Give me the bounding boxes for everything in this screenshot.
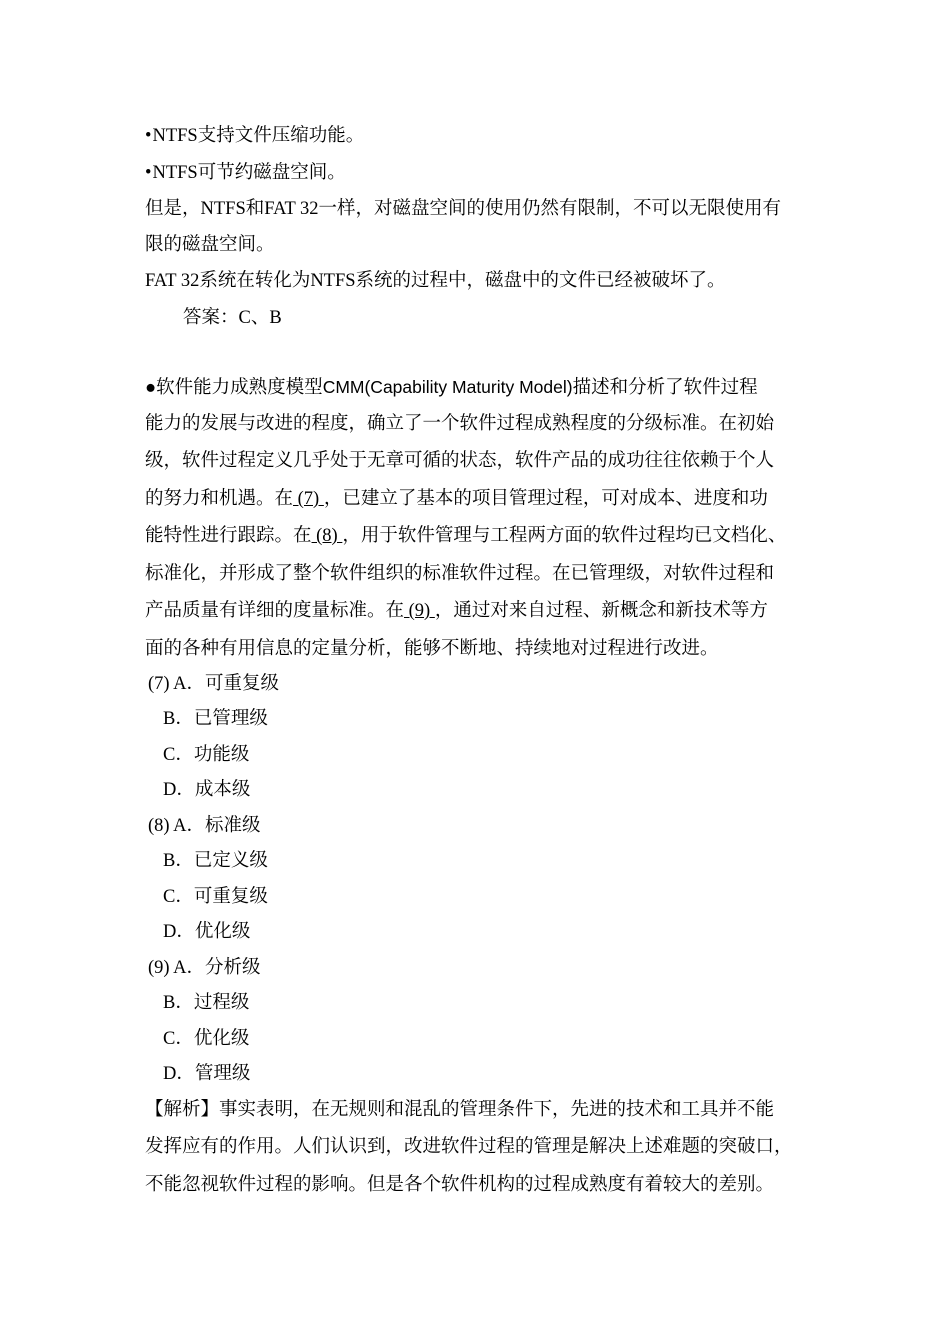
paragraph-line: 但是，NTFS和FAT 32一样，对磁盘空间的使用仍然有限制，不可以无限使用有 [145,199,782,219]
blank-9: (9) [404,601,435,621]
question-line: 面的各种有用信息的定量分析，能够不断地、持续地对过程进行改进。 [145,639,719,659]
blank-8: (8) [311,526,343,546]
bullet-dot: • [145,126,152,146]
option-q8-d: D．优化级 [163,922,251,942]
option-q9-c: C．优化级 [163,1029,250,1049]
analysis-line: 【解析】事实表明，在无规则和混乱的管理条件下，先进的技术和工具并不能 [145,1100,775,1120]
question-line: 能特性进行跟踪。在 (8) ，用于软件管理与工程两方面的软件过程均已文档化、 [145,526,787,546]
paragraph-line: FAT 32系统在转化为NTFS系统的过程中，磁盘中的文件已经被破坏了。 [145,271,726,291]
blank-7: (7) [293,489,324,509]
question-line: ●软件能力成熟度模型CMM(Capability Maturity Model)描述和分析了软件过程 [145,377,758,398]
option-q9-a: (9) A．分析级 [148,958,261,978]
option-q8-c: C．可重复级 [163,887,268,907]
question-line: 能力的发展与改进的程度，确立了一个软件过程成熟程度的分级标准。在初始 [145,414,775,434]
bullet-save-space: •NTFS可节约磁盘空间。 [145,163,346,183]
question-line: 级，软件过程定义几乎处于无章可循的状态，软件产品的成功往往依赖于个人 [145,451,775,471]
option-q7-d: D．成本级 [163,780,251,800]
answer-line: 答案：C、B [183,308,282,328]
paragraph-line: 限的磁盘空间。 [145,235,275,255]
question-line: 的努力和机遇。在 (7) ，已建立了基本的项目管理过程，可对成本、进度和功 [145,489,768,509]
option-q9-d: D．管理级 [163,1064,251,1084]
option-q8-a: (8) A．标准级 [148,816,261,836]
option-q9-b: B．过程级 [163,993,250,1013]
question-line: 产品质量有详细的度量标准。在 (9) ，通过对来自过程、新概念和新技术等方 [145,601,768,621]
option-q7-a: (7) A．可重复级 [148,674,280,694]
bullet-compression: •NTFS支持文件压缩功能。 [145,126,365,146]
question-line: 标准化，并形成了整个软件组织的标准软件过程。在已管理级，对软件过程和 [145,564,775,584]
analysis-line: 发挥应有的作用。人们认识到，改进软件过程的管理是解决上述难题的突破口， [145,1137,793,1157]
cmm-term: CMM(Capability Maturity Model) [322,377,573,397]
option-q8-b: B．已定义级 [163,851,268,871]
analysis-line: 不能忽视软件过程的影响。但是各个软件机构的过程成熟度有着较大的差别。 [145,1175,775,1195]
option-q7-b: B．已管理级 [163,709,268,729]
bullet-dot: • [145,163,152,183]
option-q7-c: C．功能级 [163,745,250,765]
